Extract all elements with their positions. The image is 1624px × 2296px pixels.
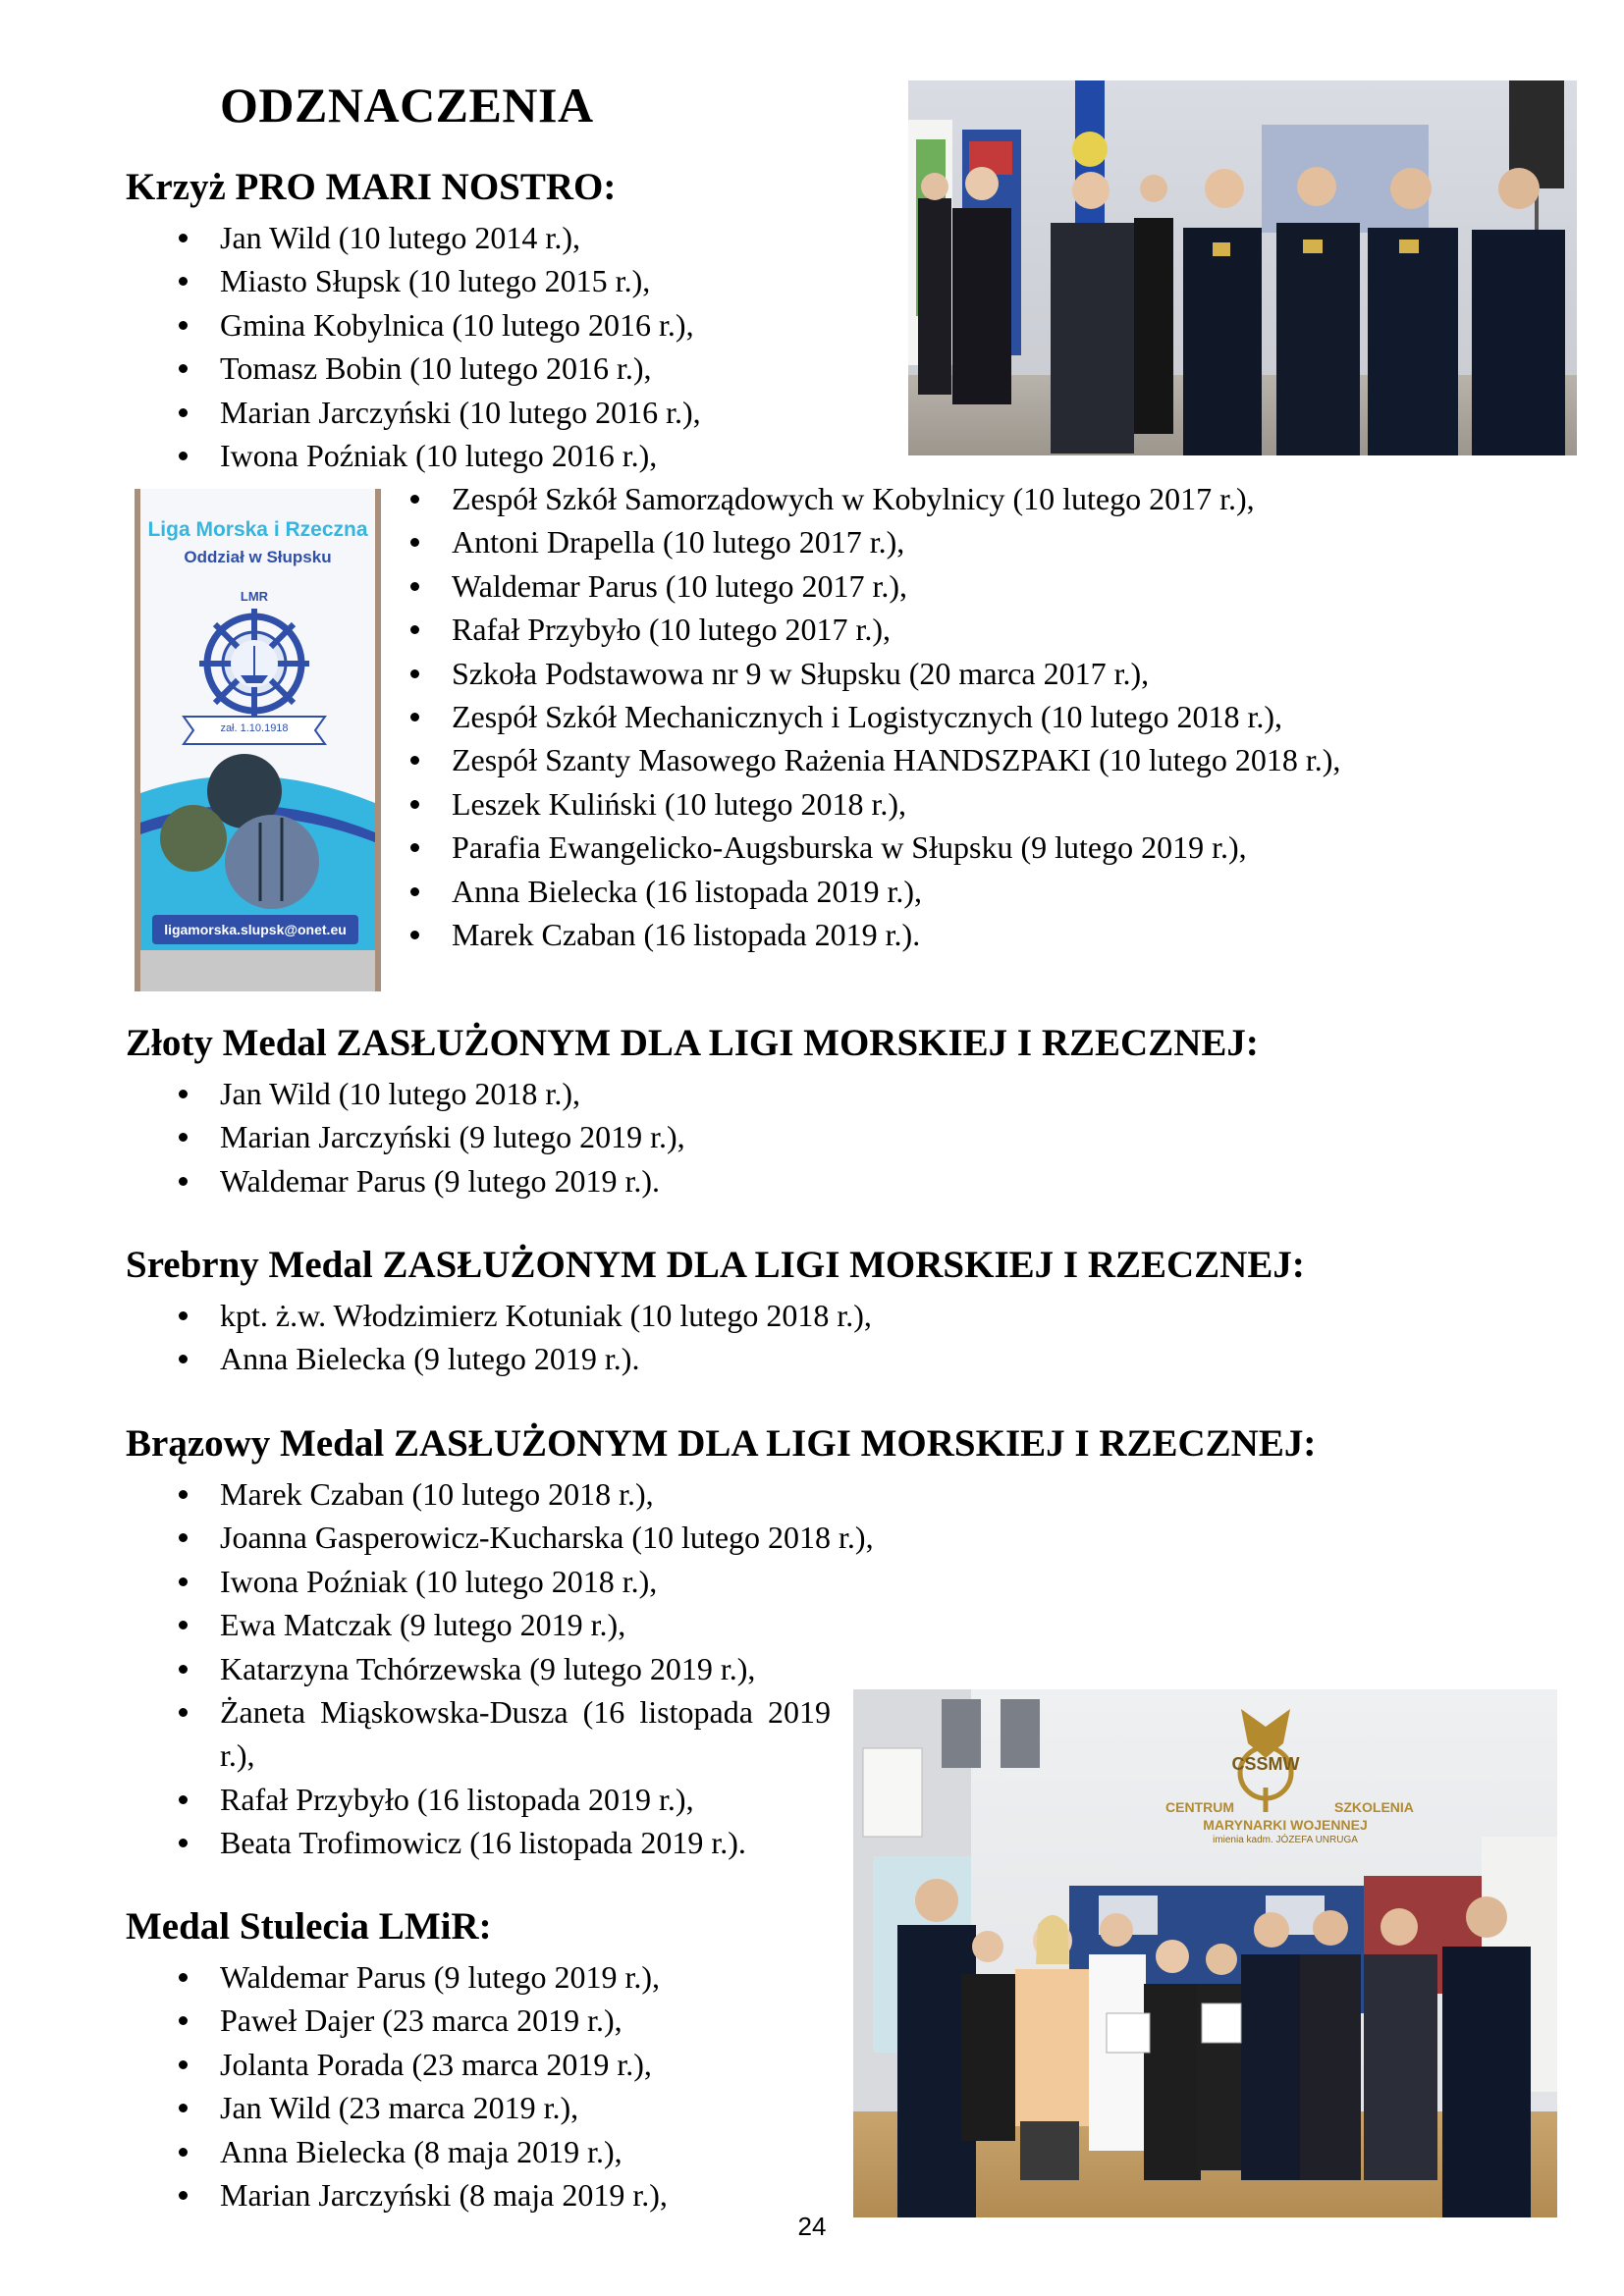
srebrny-medal-list	[175, 1294, 872, 1381]
list-item: Iwona Poźniak (10 lutego 2018 r.),	[175, 1560, 874, 1603]
list-item: Anna Bielecka (16 listopada 2019 r.),	[406, 870, 1340, 913]
list-item: Rafał Przybyło (10 lutego 2017 r.),	[406, 608, 1340, 651]
heading-srebrny-medal: Srebrny Medal ZASŁUŻONYM DLA LIGI MORSKIEJ I RZECZNEJ:	[126, 1244, 1305, 1286]
list-item: Tomasz Bobin (10 lutego 2016 r.),	[175, 347, 701, 390]
list-item: Ewa Matczak (9 lutego 2019 r.),	[175, 1603, 874, 1646]
list-item: Zespół Szanty Masowego Rażenia HANDSZPAKI (10 lutego 2018 r.),	[406, 738, 1340, 781]
list-item: Rafał Przybyło (16 listopada 2019 r.),	[175, 1778, 874, 1821]
zloty-medal-list	[175, 1072, 685, 1202]
list-item: Waldemar Parus (9 lutego 2019 r.),	[175, 1955, 668, 1999]
heading-medal-stulecia: Medal Stulecia LMiR:	[126, 1905, 492, 1948]
banner-line2: Oddział w Słupsku	[184, 548, 332, 566]
list-item: Gmina Kobylnica (10 lutego 2016 r.),	[175, 303, 701, 347]
list-item: Beata Trofimowicz (16 listopada 2019 r.).	[175, 1821, 874, 1864]
pro-mari-nostro-list-b	[406, 477, 1340, 956]
pro-mari-nostro-list-a	[175, 216, 701, 477]
list-item: Zespół Szkół Samorządowych w Kobylnicy (10 lutego 2017 r.),	[406, 477, 1340, 520]
list-item: Marian Jarczyński (9 lutego 2019 r.),	[175, 1115, 685, 1158]
list-item: Paweł Dajer (23 marca 2019 r.),	[175, 1999, 668, 2042]
sign-line1b: SZKOLENIA	[1334, 1799, 1414, 1815]
list-item: kpt. ż.w. Włodzimierz Kotuniak (10 lutego 2018 r.),	[175, 1294, 872, 1337]
list-item: Miasto Słupsk (10 lutego 2015 r.),	[175, 259, 701, 302]
list-item: Jan Wild (10 lutego 2018 r.),	[175, 1072, 685, 1115]
list-item: Marian Jarczyński (10 lutego 2016 r.),	[175, 391, 701, 434]
list-item: Marek Czaban (10 lutego 2018 r.),	[175, 1472, 874, 1516]
banner-founded: zał. 1.10.1918	[220, 722, 289, 734]
list-item: Anna Bielecka (8 maja 2019 r.),	[175, 2130, 668, 2173]
list-item: Joanna Gasperowicz-Kucharska (10 lutego 2018 r.),	[175, 1516, 874, 1559]
sign-acronym: CSSMW	[1231, 1754, 1300, 1774]
list-item: Marek Czaban (16 listopada 2019 r.).	[406, 913, 1340, 956]
banner-email: ligamorska.slupsk@onet.eu	[164, 922, 347, 937]
cssmw-group-photo	[853, 1689, 1557, 2217]
list-item: Iwona Poźniak (10 lutego 2016 r.),	[175, 434, 701, 477]
banner-line1: Liga Morska i Rzeczna	[147, 518, 368, 541]
sign-line3: imienia kadm. JÓZEFA UNRUGA	[1213, 1835, 1358, 1845]
brazowy-medal-list	[175, 1472, 874, 1865]
sign-line1a: CENTRUM	[1165, 1799, 1234, 1815]
list-item: Antoni Drapella (10 lutego 2017 r.),	[406, 520, 1340, 563]
list-item: Zespół Szkół Mechanicznych i Logistycznych (10 lutego 2018 r.),	[406, 695, 1340, 738]
list-item: Jolanta Porada (23 marca 2019 r.),	[175, 2043, 668, 2086]
medal-stulecia-list	[175, 1955, 668, 2216]
page-number: 24	[797, 2212, 827, 2241]
list-item: Parafia Ewangelicko-Augsburska w Słupsku (9 lutego 2019 r.),	[406, 826, 1340, 869]
list-item: Waldemar Parus (9 lutego 2019 r.).	[175, 1159, 685, 1202]
heading-brazowy-medal: Brązowy Medal ZASŁUŻONYM DLA LIGI MORSKIEJ I RZECZNEJ:	[126, 1422, 1317, 1465]
list-item: Marian Jarczyński (8 maja 2019 r.),	[175, 2173, 668, 2216]
list-item: Leszek Kuliński (10 lutego 2018 r.),	[406, 782, 1340, 826]
list-item: Anna Bielecka (9 lutego 2019 r.).	[175, 1337, 872, 1380]
list-item: Szkoła Podstawowa nr 9 w Słupsku (20 marca 2017 r.),	[406, 652, 1340, 695]
ceremony-photo	[908, 80, 1577, 455]
list-item: Jan Wild (10 lutego 2014 r.),	[175, 216, 701, 259]
page-title: ODZNACZENIA	[220, 78, 594, 133]
sign-line2: MARYNARKI WOJENNEJ	[1203, 1817, 1368, 1833]
banner-logo-letters: LMR	[240, 589, 269, 604]
heading-zloty-medal: Złoty Medal ZASŁUŻONYM DLA LIGI MORSKIEJ I RZECZNEJ:	[126, 1022, 1259, 1064]
banner-photo	[135, 489, 381, 991]
list-item: Waldemar Parus (10 lutego 2017 r.),	[406, 564, 1340, 608]
lmr-logo	[199, 609, 309, 719]
list-item: Katarzyna Tchórzewska (9 lutego 2019 r.),	[175, 1647, 874, 1690]
list-item: Jan Wild (23 marca 2019 r.),	[175, 2086, 668, 2129]
heading-pro-mari-nostro: Krzyż PRO MARI NOSTRO:	[126, 166, 617, 208]
list-item: Żaneta Miąskowska-Dusza (16 listopada 2019 r.),	[175, 1690, 831, 1778]
